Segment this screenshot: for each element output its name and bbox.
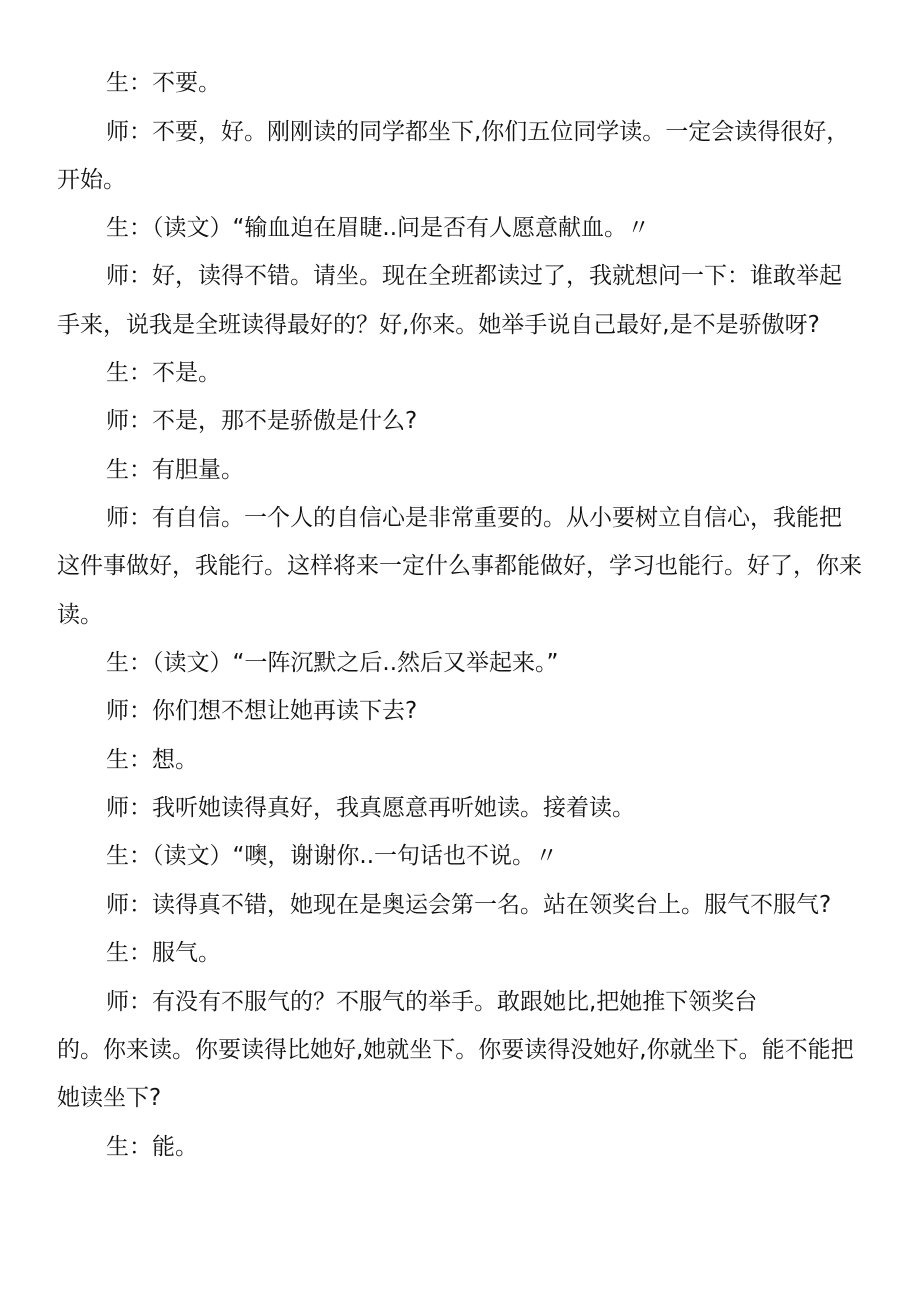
text-line: 生：（读文）“噢，谢谢你..一句话也不说。〃 xyxy=(106,843,559,869)
text-line: 生：有胆量。 xyxy=(106,457,244,483)
text-line: 生：不要。 xyxy=(106,70,221,96)
text-line: 师：读得真不错，她现在是奥运会第一名。站在领奖台上。服气不服气? xyxy=(106,892,832,918)
text-line: 生：服气。 xyxy=(106,940,221,966)
text-line: 师：有没有不服气的？不服气的举手。敢跟她比,把她推下领奖台 xyxy=(106,989,758,1015)
text-line: 生：想。 xyxy=(106,747,198,773)
text-line: 的。你来读。你要读得比她好,她就坐下。你要读得没她好,你就坐下。能不能把 xyxy=(57,1037,854,1063)
text-line: 生：（读文）“一阵沉默之后..然后又举起来。” xyxy=(106,650,559,676)
text-line: 生：（读文）“输血迫在眉睫..问是否有人愿意献血。〃 xyxy=(106,215,651,241)
text-line: 师：不是，那不是骄傲是什么? xyxy=(106,408,418,434)
text-line: 生：能。 xyxy=(106,1134,198,1160)
text-line: 师：不要，好。刚刚读的同学都坐下,你们五位同学读。一定会读得很好， xyxy=(106,119,850,145)
text-line: 读。 xyxy=(57,602,103,628)
text-line: 师：好，读得不错。请坐。现在全班都读过了，我就想问一下：谁敢举起 xyxy=(106,263,842,289)
text-line: 生：不是。 xyxy=(106,360,221,386)
text-line: 师：你们想不想让她再读下去? xyxy=(106,698,418,724)
text-line: 她读坐下? xyxy=(57,1085,162,1111)
text-line: 手来，说我是全班读得最好的？好,你来。她举手说自己最好,是不是骄傲呀? xyxy=(57,312,820,338)
text-line: 师：我听她读得真好，我真愿意再听她读。接着读。 xyxy=(106,795,635,821)
text-line: 开始。 xyxy=(57,167,126,193)
text-line: 师：有自信。一个人的自信心是非常重要的。从小要树立自信心，我能把 xyxy=(106,505,842,531)
text-line: 这件事做好，我能行。这样将来一定什么事都能做好，学习也能行。好了，你来 xyxy=(57,553,862,579)
